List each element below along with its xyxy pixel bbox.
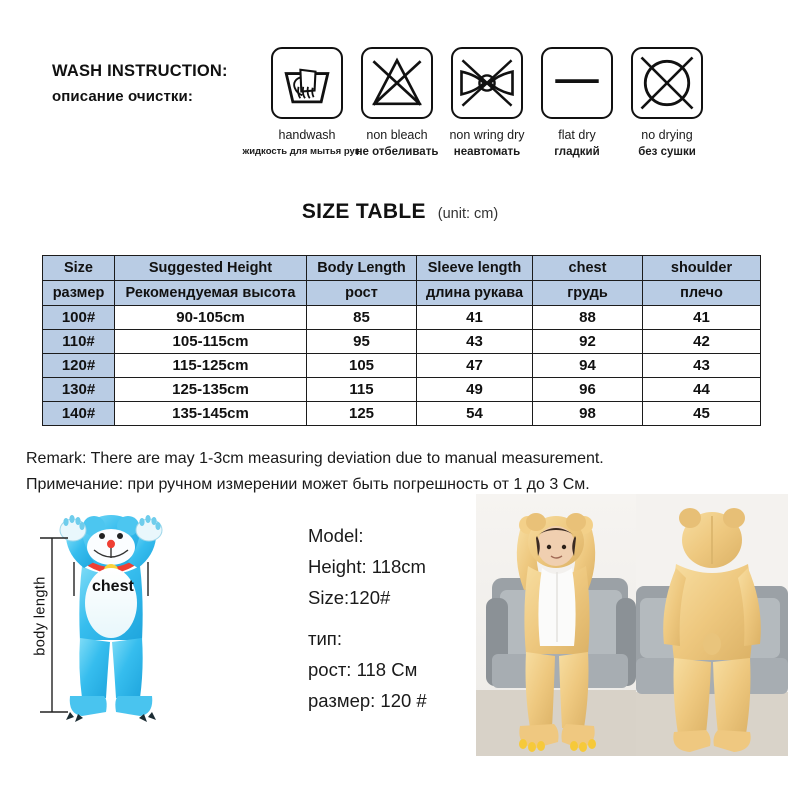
care-item-no-wring-dry	[442, 47, 532, 159]
care-item-handwash	[242, 47, 360, 159]
table-row	[43, 354, 761, 378]
measurement-value: 115	[307, 378, 417, 402]
model-info-block	[308, 520, 478, 716]
size-table-title: SIZE TABLE	[301, 200, 426, 223]
care-symbol-list	[242, 47, 712, 159]
size-value: 110#	[43, 330, 115, 354]
measurement-value: 44	[643, 378, 761, 402]
product-photo-front	[476, 494, 636, 756]
care-label-en: flat dry	[558, 128, 596, 142]
column-header-ru: длина рукава	[417, 281, 533, 306]
product-detail-section	[0, 498, 800, 800]
measurement-diagram	[8, 500, 213, 740]
measurement-value: 125-135cm	[115, 378, 307, 402]
size-table-heading	[0, 200, 800, 224]
care-label-ru: без сушки	[638, 146, 696, 158]
size-table-unit: (unit: cm)	[437, 206, 499, 222]
remark-block	[26, 446, 786, 498]
column-header-ru: плечо	[643, 281, 761, 306]
remark-line-en: Remark: There are may 1-3cm measuring deviation due to manual measurement.	[26, 450, 604, 467]
care-label-ru: гладкий	[554, 146, 600, 158]
care-label-en: handwash	[278, 128, 336, 142]
column-header-en: Suggested Height	[115, 256, 307, 281]
column-header-en: shoulder	[643, 256, 761, 281]
column-header-en: Size	[43, 256, 115, 281]
measurement-value: 105	[307, 354, 417, 378]
column-header-en: Sleeve length	[417, 256, 533, 281]
body-length-label: body length	[32, 576, 49, 656]
measurement-value: 135-145cm	[115, 402, 307, 426]
no-drying-icon	[631, 47, 703, 119]
wash-instruction-section	[0, 0, 800, 182]
measurement-value: 88	[533, 306, 643, 330]
care-item-flat-dry	[532, 47, 622, 159]
care-item-no-drying	[622, 47, 712, 159]
care-label-ru: неавтомать	[453, 146, 521, 158]
measurement-value: 115-125cm	[115, 354, 307, 378]
spacer	[308, 613, 478, 623]
column-header-ru: грудь	[533, 281, 643, 306]
column-header-en: Body Length	[307, 256, 417, 281]
column-header-en: chest	[533, 256, 643, 281]
model-size-ru: размер: 120 #	[308, 690, 427, 711]
care-label-en: non bleach	[366, 128, 428, 142]
measurement-value: 96	[533, 378, 643, 402]
care-label-en: no drying	[641, 128, 693, 142]
flat-dry-icon	[541, 47, 613, 119]
column-header-ru: Рекомендуемая высота	[115, 281, 307, 306]
size-value: 140#	[43, 402, 115, 426]
product-photo-group	[476, 494, 788, 756]
measurement-value: 105-115cm	[115, 330, 307, 354]
size-value: 120#	[43, 354, 115, 378]
table-header-row-ru	[43, 281, 761, 306]
measurement-value: 43	[643, 354, 761, 378]
no-bleach-icon	[361, 47, 433, 119]
column-header-ru: размер	[43, 281, 115, 306]
measurement-value: 54	[417, 402, 533, 426]
measurement-value: 95	[307, 330, 417, 354]
measurement-value: 94	[533, 354, 643, 378]
model-height-ru: рост: 118 См	[308, 659, 418, 680]
care-label-en: non wring dry	[449, 128, 525, 142]
measurement-value: 41	[417, 306, 533, 330]
wash-instruction-title-en: WASH INSTRUCTION:	[52, 62, 228, 80]
measurement-value: 92	[533, 330, 643, 354]
measurement-value: 98	[533, 402, 643, 426]
handwash-icon	[271, 47, 343, 119]
measurement-value: 45	[643, 402, 761, 426]
measurement-value: 90-105cm	[115, 306, 307, 330]
model-label-ru: тип:	[308, 628, 342, 649]
measurement-value: 47	[417, 354, 533, 378]
remark-line-ru: Примечание: при ручном измерении может быть погрешность от 1 до 3 См.	[26, 476, 590, 493]
wash-instruction-heading	[52, 58, 267, 110]
model-height: Height: 118cm	[308, 556, 426, 577]
model-label: Model:	[308, 525, 364, 546]
size-table	[42, 255, 761, 426]
measurement-value: 125	[307, 402, 417, 426]
table-row	[43, 330, 761, 354]
chest-label: chest	[92, 578, 134, 595]
care-item-no-bleach	[352, 47, 442, 159]
column-header-ru: рост	[307, 281, 417, 306]
model-size: Size:120#	[308, 587, 391, 608]
measurement-value: 85	[307, 306, 417, 330]
no-wring-dry-icon	[451, 47, 523, 119]
care-label-ru: жидкость для мытья рук	[242, 146, 360, 157]
wash-instruction-title-ru: описание очистки:	[52, 88, 193, 105]
table-header-row-en	[43, 256, 761, 281]
table-row	[43, 402, 761, 426]
measurement-value: 41	[643, 306, 761, 330]
size-value: 130#	[43, 378, 115, 402]
table-row	[43, 306, 761, 330]
care-label-ru: не отбеливать	[355, 146, 439, 158]
measurement-value: 49	[417, 378, 533, 402]
size-value: 100#	[43, 306, 115, 330]
table-row	[43, 378, 761, 402]
product-photo-back	[636, 494, 788, 756]
measurement-value: 42	[643, 330, 761, 354]
measurement-value: 43	[417, 330, 533, 354]
